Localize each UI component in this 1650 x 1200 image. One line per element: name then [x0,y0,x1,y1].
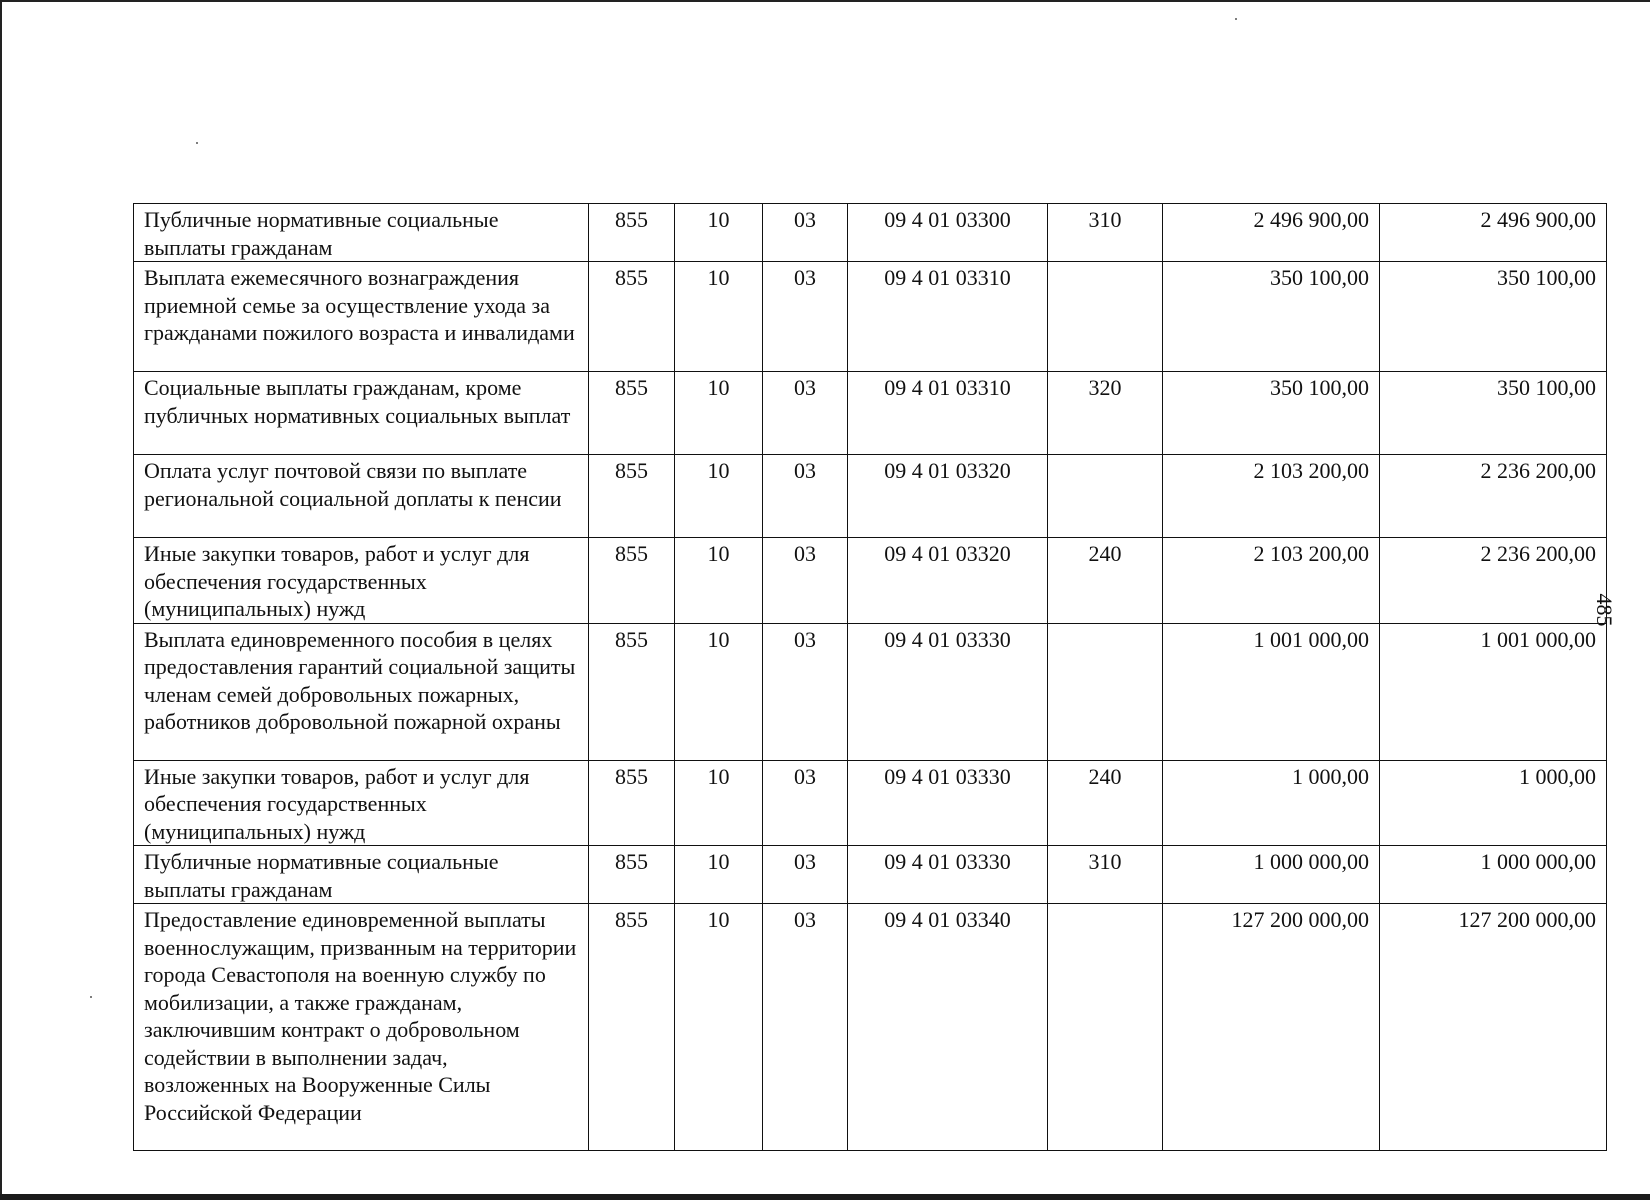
amount-1-cell: 350 100,00 [1163,262,1380,372]
amount-1-cell: 2 103 200,00 [1163,455,1380,538]
row-name-cell: Выплата единовременного пособия в целях предоставления гарантий социальной защиты членам семей добровольных пожарных, работников добровольной пожарной охраны [134,623,589,760]
table-row [134,204,1607,262]
amount-1-cell: 1 000,00 [1163,760,1380,846]
amount-1-cell: 1 000 000,00 [1163,846,1380,904]
admin-code-cell: 855 [589,760,675,846]
section-cell: 10 [675,204,763,262]
target-article-cell: 09 4 01 03310 [848,372,1048,455]
subsection-cell: 03 [763,846,848,904]
expense-type-cell: 240 [1048,760,1163,846]
expense-type-cell [1048,623,1163,760]
expense-type-cell: 320 [1048,372,1163,455]
amount-1-cell: 350 100,00 [1163,372,1380,455]
amount-2-cell: 2 236 200,00 [1380,455,1607,538]
scan-edge-left [0,0,2,1200]
expense-type-cell: 310 [1048,204,1163,262]
amount-2-cell: 2 496 900,00 [1380,204,1607,262]
scan-speck [196,142,198,144]
budget-table [133,203,1607,1151]
target-article-cell: 09 4 01 03330 [848,760,1048,846]
amount-1-cell: 2 103 200,00 [1163,538,1380,624]
table-row [134,372,1607,455]
section-cell: 10 [675,538,763,624]
table-row [134,846,1607,904]
table-row [134,760,1607,846]
subsection-cell: 03 [763,204,848,262]
section-cell: 10 [675,623,763,760]
amount-1-cell: 2 496 900,00 [1163,204,1380,262]
target-article-cell: 09 4 01 03320 [848,538,1048,624]
row-name-cell: Публичные нормативные социальные выплаты гражданам [134,846,589,904]
subsection-cell: 03 [763,538,848,624]
amount-1-cell: 1 001 000,00 [1163,623,1380,760]
section-cell: 10 [675,262,763,372]
section-cell: 10 [675,455,763,538]
row-name-cell: Иные закупки товаров, работ и услуг для обеспечения государственных (муниципальных) нужд [134,538,589,624]
amount-2-cell: 1 000 000,00 [1380,846,1607,904]
admin-code-cell: 855 [589,372,675,455]
subsection-cell: 03 [763,760,848,846]
amount-2-cell: 350 100,00 [1380,372,1607,455]
subsection-cell: 03 [763,904,848,1151]
scan-speck [1235,18,1237,20]
page-number: 485 [1592,593,1617,627]
expense-type-cell [1048,455,1163,538]
section-cell: 10 [675,904,763,1151]
scan-edge-bottom [0,1194,1650,1200]
target-article-cell: 09 4 01 03330 [848,846,1048,904]
expense-type-cell [1048,262,1163,372]
expense-type-cell: 310 [1048,846,1163,904]
subsection-cell: 03 [763,262,848,372]
table-row [134,262,1607,372]
table-row [134,538,1607,624]
row-name-cell: Предоставление единовременной выплаты военнослужащим, призванным на территории города Севастополя на военную службу по мобилизации, а также гражданам, заключившим контракт о добровольном содействии в выполнении задач, возложенных на Вооруженные Силы Российской Федерации [134,904,589,1151]
table-row [134,904,1607,1151]
admin-code-cell: 855 [589,262,675,372]
table-row [134,455,1607,538]
admin-code-cell: 855 [589,623,675,760]
amount-2-cell: 2 236 200,00 [1380,538,1607,624]
target-article-cell: 09 4 01 03330 [848,623,1048,760]
admin-code-cell: 855 [589,455,675,538]
row-name-cell: Оплата услуг почтовой связи по выплате региональной социальной доплаты к пенсии [134,455,589,538]
amount-2-cell: 127 200 000,00 [1380,904,1607,1151]
subsection-cell: 03 [763,455,848,538]
expense-type-cell: 240 [1048,538,1163,624]
subsection-cell: 03 [763,623,848,760]
admin-code-cell: 855 [589,846,675,904]
amount-1-cell: 127 200 000,00 [1163,904,1380,1151]
amount-2-cell: 350 100,00 [1380,262,1607,372]
row-name-cell: Иные закупки товаров, работ и услуг для обеспечения государственных (муниципальных) нужд [134,760,589,846]
row-name-cell: Выплата ежемесячного вознаграждения приемной семье за осуществление ухода за гражданами пожилого возраста и инвалидами [134,262,589,372]
amount-2-cell: 1 001 000,00 [1380,623,1607,760]
row-name-cell: Социальные выплаты гражданам, кроме публичных нормативных социальных выплат [134,372,589,455]
table-row [134,623,1607,760]
target-article-cell: 09 4 01 03310 [848,262,1048,372]
scan-edge-top [0,0,1650,2]
section-cell: 10 [675,372,763,455]
amount-2-cell: 1 000,00 [1380,760,1607,846]
subsection-cell: 03 [763,372,848,455]
target-article-cell: 09 4 01 03320 [848,455,1048,538]
section-cell: 10 [675,760,763,846]
admin-code-cell: 855 [589,538,675,624]
section-cell: 10 [675,846,763,904]
target-article-cell: 09 4 01 03300 [848,204,1048,262]
admin-code-cell: 855 [589,904,675,1151]
row-name-cell: Публичные нормативные социальные выплаты гражданам [134,204,589,262]
scan-speck [90,996,92,998]
admin-code-cell: 855 [589,204,675,262]
expense-type-cell [1048,904,1163,1151]
target-article-cell: 09 4 01 03340 [848,904,1048,1151]
